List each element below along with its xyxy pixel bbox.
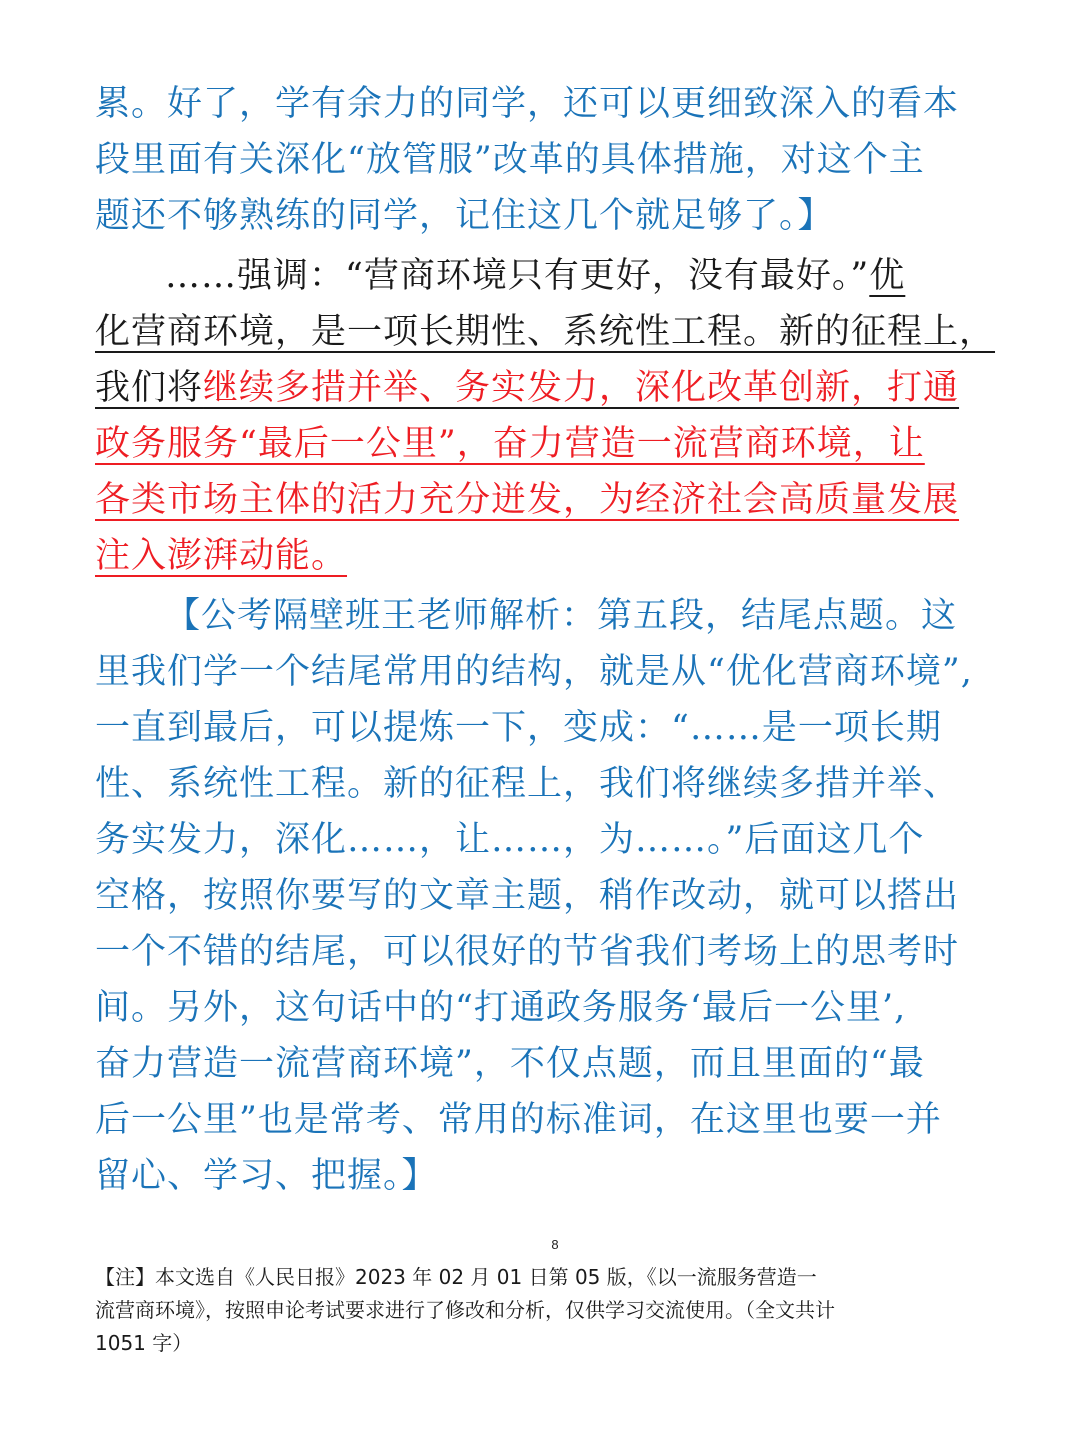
underlined-text: 优 bbox=[869, 256, 906, 296]
analysis-line: 务实发力，深化……，让……，为……。”后面这几个 bbox=[95, 820, 925, 860]
commentary-line: 题还不够熟练的同学，记住这几个就足够了。】 bbox=[95, 196, 834, 236]
analysis-line: 空格，按照你要写的文章主题，稍作改动，就可以搭出 bbox=[95, 876, 960, 916]
highlighted-line: 各类市场主体的活力充分迸发，为经济社会高质量发展 bbox=[95, 480, 960, 520]
highlighted-line bbox=[95, 532, 347, 580]
analysis-line: 性、系统性工程。新的征程上，我们将继续多措并举、 bbox=[95, 764, 960, 804]
footnote-line: 【注】本文选自《人民日报》2023 年 02 月 01 日第 05 版，《以一流服务营造一 bbox=[95, 1265, 817, 1289]
analysis-line: 间。另外，这句话中的“打通政务服务‘最后一公里’, bbox=[95, 988, 907, 1028]
analysis-line: 一直到最后，可以提炼一下，变成：“……是一项长期 bbox=[95, 708, 942, 748]
footnote-line: 流营商环境》，按照申论考试要求进行了修改和分析，仅供学习交流使用。（全文共计 bbox=[95, 1298, 835, 1322]
commentary-line: 段里面有关深化“放管服”改革的具体措施，对这个主 bbox=[95, 140, 925, 180]
body-line bbox=[95, 364, 959, 412]
highlighted-text: 继续多措并举、务实发力，深化改革创新，打通 bbox=[203, 368, 960, 408]
analysis-line: 里我们学一个结尾常用的结构，就是从“优化营商环境”, bbox=[95, 652, 973, 692]
analysis-line: 后一公里”也是常考、常用的标准词，在这里也要一并 bbox=[95, 1100, 942, 1140]
analysis-line: 留心、学习、把握。】 bbox=[95, 1156, 438, 1196]
analysis-line: 【公考隔壁班王老师解析：第五段，结尾点题。这 bbox=[165, 596, 958, 636]
highlighted-line: 政务服务“最后一公里”，奋力营造一流营商环境，让 bbox=[95, 424, 925, 464]
analysis-line: 一个不错的结尾，可以很好的节省我们考场上的思考时 bbox=[95, 932, 960, 972]
body-text: ……强调：“营商环境只有更好，没有最好。” bbox=[165, 256, 870, 296]
footnote-line: 1051 字） bbox=[95, 1331, 193, 1355]
highlighted-text: 注入澎湃动能。 bbox=[95, 536, 348, 576]
commentary-line: 累。好了，学有余力的同学，还可以更细致深入的看本 bbox=[95, 84, 960, 124]
analysis-line: 奋力营造一流营商环境”，不仅点题，而且里面的“最 bbox=[95, 1044, 925, 1084]
underlined-body-line: 化营商环境，是一项长期性、系统性工程。新的征程上， bbox=[95, 312, 996, 352]
underlined-text: 我们将 bbox=[95, 368, 204, 408]
body-line bbox=[165, 252, 905, 300]
page-number: 8 bbox=[551, 1237, 559, 1252]
